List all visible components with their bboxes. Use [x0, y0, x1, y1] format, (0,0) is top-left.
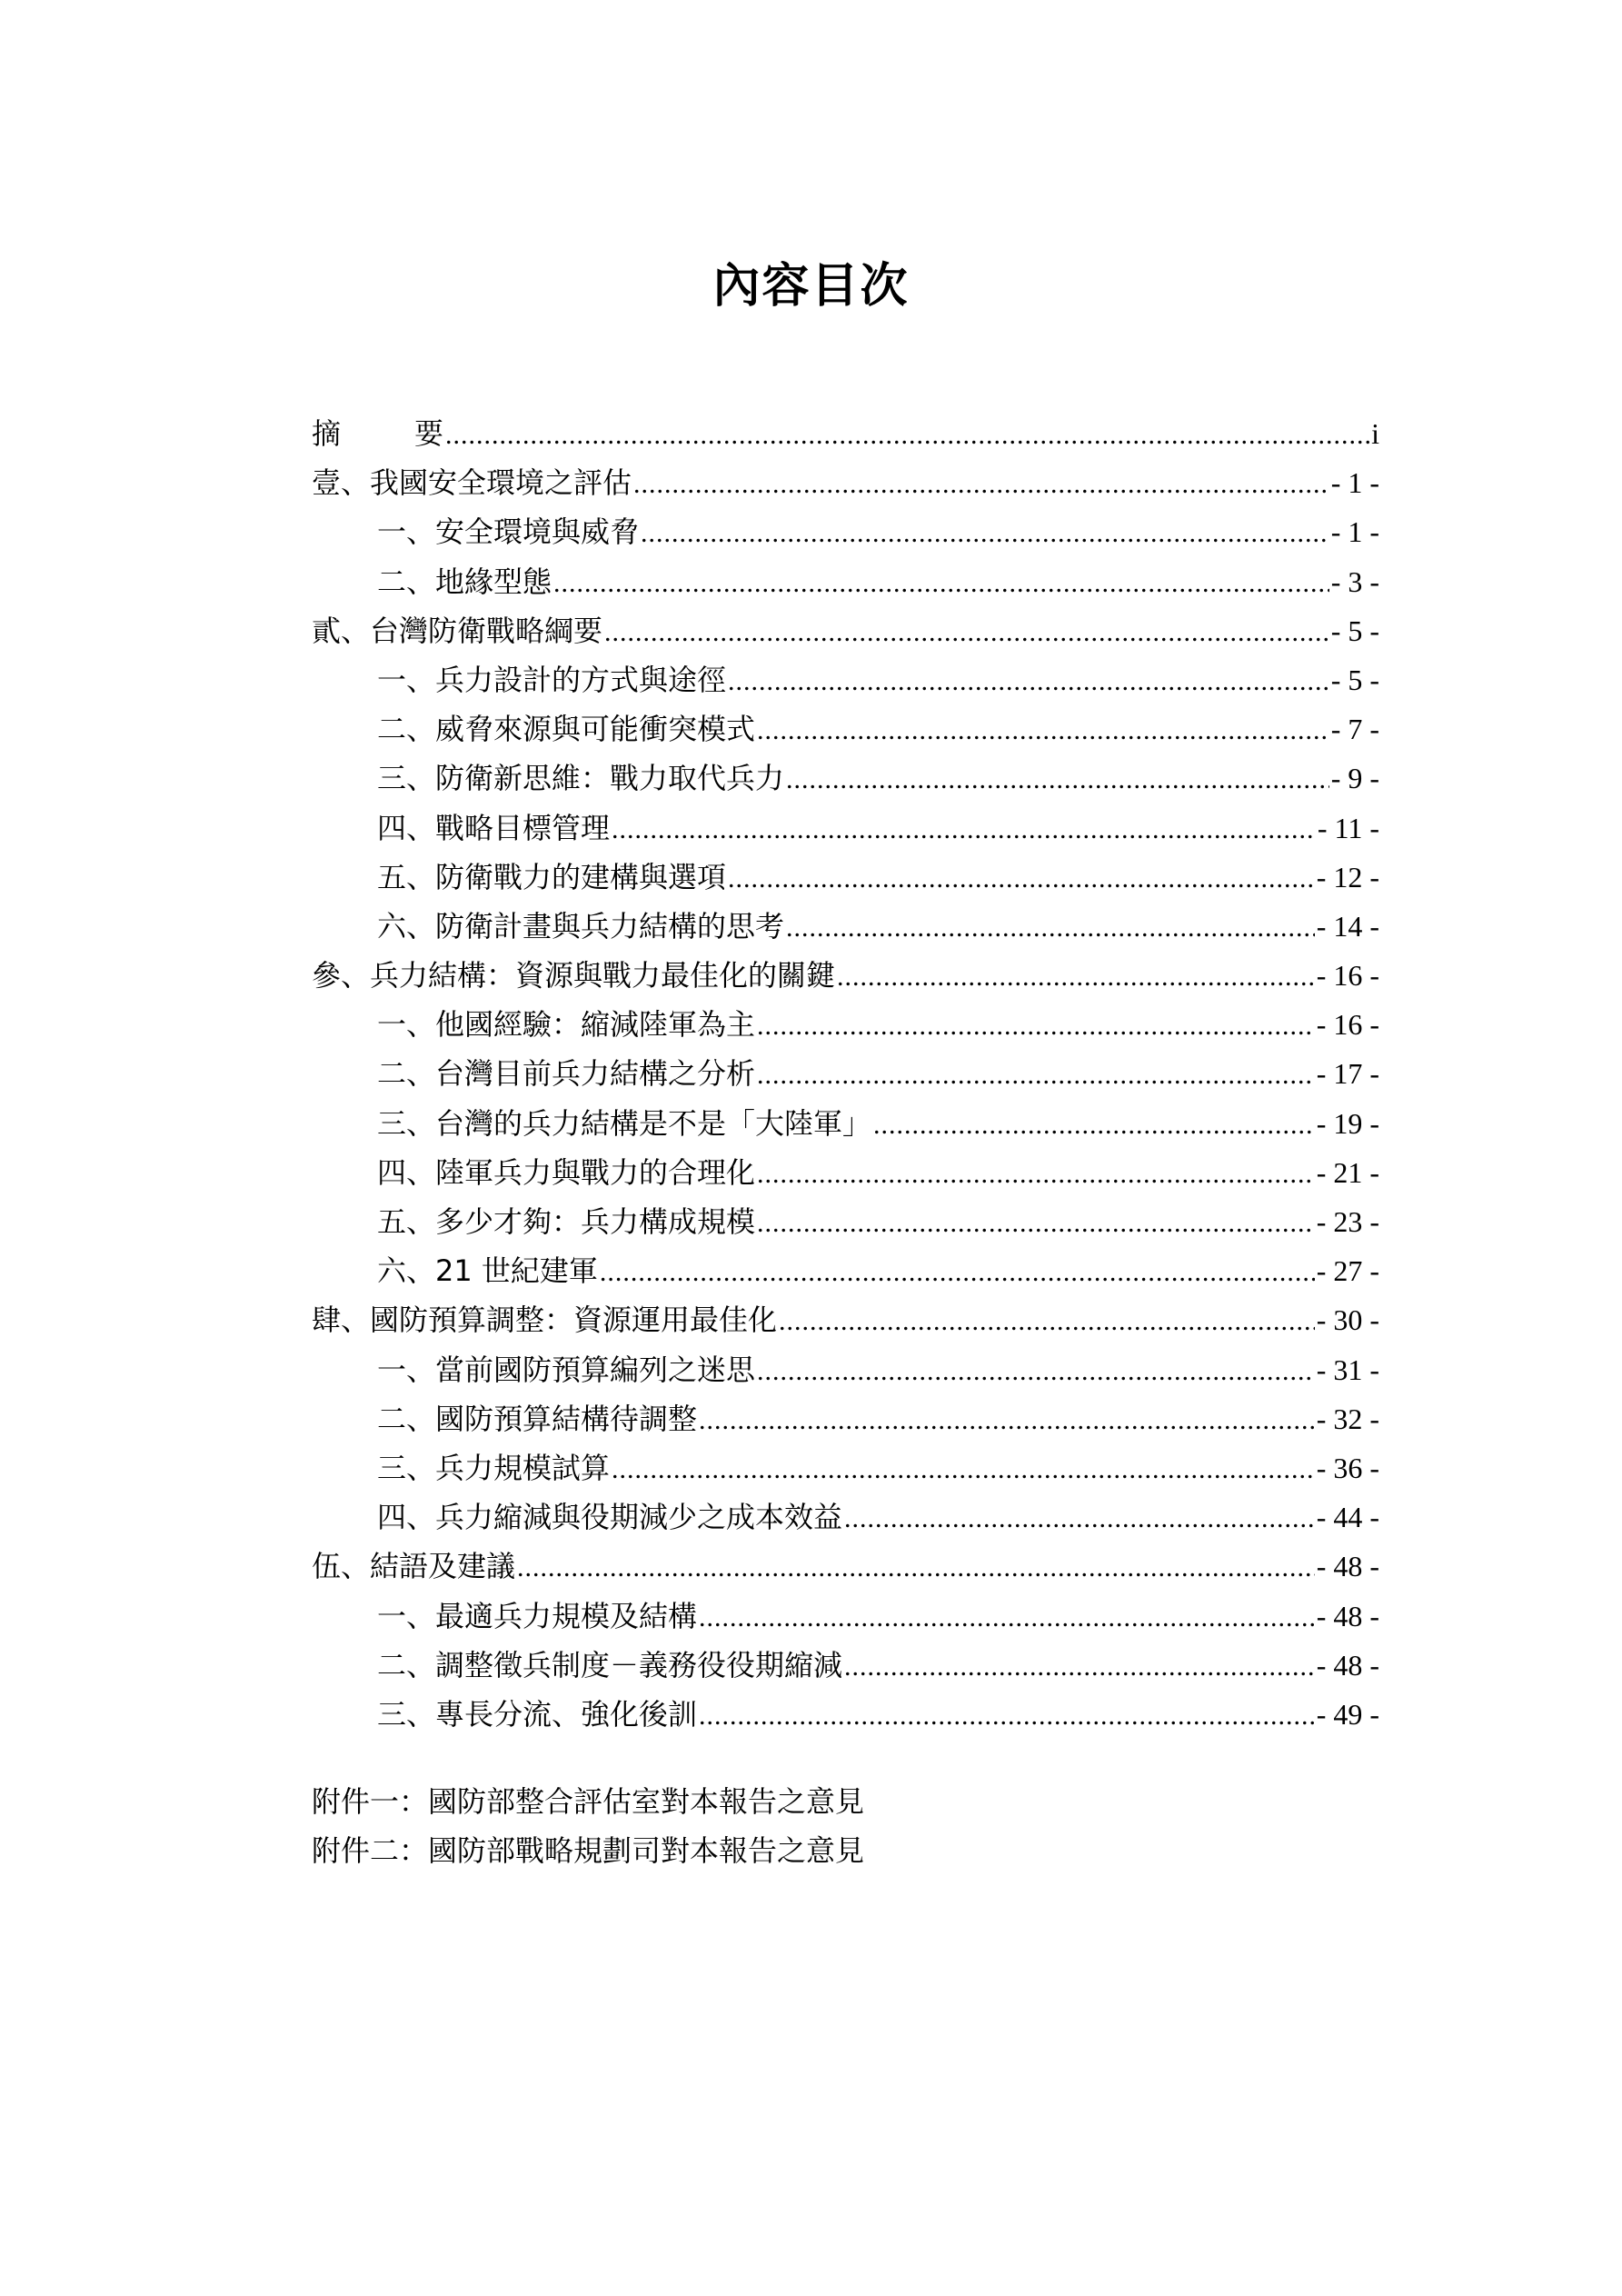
- toc-dot-leader: [757, 1150, 1315, 1199]
- toc-entry-title: 三、防衛新思維：戰力取代兵力: [377, 761, 785, 796]
- toc-page-number: - 14 -: [1316, 909, 1379, 943]
- toc-dot-leader: [699, 1593, 1315, 1642]
- toc-page-number: - 16 -: [1316, 959, 1379, 993]
- toc-dot-leader: [757, 706, 1329, 755]
- toc-dot-leader: [604, 608, 1329, 657]
- toc-entry-title: 一、安全環境與威脅: [377, 514, 640, 550]
- toc-entry-title: 二、調整徵兵制度－義務役役期縮減: [377, 1647, 843, 1682]
- toc-entry-title: 五、多少才夠：兵力構成規模: [377, 1204, 756, 1239]
- toc-dot-leader: [837, 953, 1315, 1002]
- toc-entry[interactable]: [312, 1641, 1379, 1690]
- toc-entry[interactable]: [312, 606, 1379, 655]
- toc-entry[interactable]: [312, 1592, 1379, 1641]
- toc-page-number: - 48 -: [1316, 1599, 1379, 1632]
- toc-page-number: - 19 -: [1316, 1106, 1379, 1140]
- toc-page-number: - 36 -: [1316, 1451, 1379, 1484]
- toc-dot-leader: [641, 509, 1329, 558]
- toc-entry-title: 六、防衛計畫與兵力結構的思考: [377, 908, 785, 943]
- toc-dot-leader: [612, 805, 1316, 854]
- toc-entry[interactable]: [312, 1345, 1379, 1394]
- toc-entry-title: 參、兵力結構：資源與戰力最佳化的關鍵: [312, 958, 836, 993]
- toc-entry-title: 二、威脅來源與可能衝突模式: [377, 712, 756, 747]
- toc-page-number: - 17 -: [1316, 1057, 1379, 1091]
- toc-entry-title: 一、他國經驗：縮減陸軍為主: [377, 1007, 756, 1043]
- toc-entry[interactable]: [312, 1000, 1379, 1049]
- toc-entry-title: 五、防衛戰力的建構與選項: [377, 859, 727, 894]
- toc-entry[interactable]: [312, 1295, 1379, 1344]
- toc-entry-title: 四、戰略目標管理: [377, 810, 611, 845]
- toc-entry[interactable]: [312, 1049, 1379, 1098]
- toc-page-number: - 31 -: [1316, 1353, 1379, 1386]
- toc-entry-title: 三、兵力規模試算: [377, 1450, 611, 1485]
- toc-entry[interactable]: [312, 409, 1379, 458]
- toc-page-number: - 49 -: [1316, 1697, 1379, 1731]
- appendix-item-2: 附件二：國防部戰略規劃司對本報告之意見: [312, 1833, 865, 1868]
- toc-entry[interactable]: [312, 1542, 1379, 1591]
- toc-dot-leader: [844, 1494, 1315, 1543]
- toc-page-number: i: [1371, 417, 1379, 450]
- toc-entry[interactable]: [312, 853, 1379, 902]
- toc-entry[interactable]: [312, 951, 1379, 1000]
- toc-dot-leader: [757, 1051, 1315, 1100]
- toc-page-number: - 12 -: [1316, 860, 1379, 893]
- toc-dot-leader: [757, 1002, 1315, 1051]
- toc-entry[interactable]: [312, 902, 1379, 951]
- toc-page-number: - 30 -: [1316, 1303, 1379, 1337]
- toc-dot-leader: [517, 1543, 1315, 1592]
- toc-dot-leader: [786, 903, 1315, 953]
- toc-entry-title-char: 摘: [312, 416, 342, 451]
- toc-dot-leader: [445, 411, 1369, 460]
- toc-page-number: - 1 -: [1330, 515, 1379, 549]
- toc-dot-leader: [699, 1396, 1315, 1445]
- toc-page-number: - 3 -: [1330, 564, 1379, 598]
- toc-page-number: - 27 -: [1316, 1254, 1379, 1288]
- toc-entry[interactable]: [312, 507, 1379, 556]
- toc-page-number: - 7 -: [1330, 713, 1379, 746]
- toc-dot-leader: [728, 657, 1329, 706]
- toc-page-number: - 5 -: [1330, 614, 1379, 647]
- toc-entry[interactable]: [312, 1148, 1379, 1197]
- toc-dot-leader: [728, 854, 1315, 903]
- toc-entry-title: 貳、台灣防衛戰略綱要: [312, 613, 603, 648]
- appendix-list: [312, 1777, 1379, 1875]
- toc-entry[interactable]: [312, 1492, 1379, 1542]
- toc-page-number: - 23 -: [1316, 1205, 1379, 1238]
- toc-dot-leader: [600, 1248, 1315, 1297]
- toc-dot-leader: [612, 1445, 1315, 1494]
- toc-entry-title: 二、國防預算結構待調整: [377, 1401, 698, 1436]
- toc-dot-leader: [786, 755, 1329, 804]
- toc-entry[interactable]: [312, 754, 1379, 803]
- table-of-contents: [312, 409, 1379, 1739]
- toc-entry[interactable]: [312, 1197, 1379, 1246]
- toc-entry-title: 二、台灣目前兵力結構之分析: [377, 1056, 756, 1092]
- toc-entry[interactable]: [312, 1246, 1379, 1295]
- toc-page-number: - 32 -: [1316, 1402, 1379, 1435]
- toc-page-number: - 11 -: [1317, 811, 1379, 844]
- toc-entry[interactable]: [312, 458, 1379, 507]
- toc-entry[interactable]: [312, 1394, 1379, 1443]
- toc-entry[interactable]: [312, 1443, 1379, 1492]
- toc-entry-title: 一、當前國防預算編列之迷思: [377, 1352, 756, 1387]
- toc-entry-title: 四、兵力縮減與役期減少之成本效益: [377, 1500, 843, 1535]
- toc-entry-title: 六、21 世紀建軍: [377, 1253, 598, 1289]
- toc-entry-title: 四、陸軍兵力與戰力的合理化: [377, 1154, 756, 1190]
- toc-entry-title: 伍、結語及建議: [312, 1549, 516, 1584]
- appendix-item-1: 附件一：國防部整合評估室對本報告之意見: [312, 1784, 865, 1819]
- page-title: 內容目次: [712, 259, 910, 314]
- toc-entry-title: [312, 409, 443, 458]
- toc-entry-title: 一、最適兵力規模及結構: [377, 1598, 698, 1633]
- toc-entry[interactable]: [312, 804, 1379, 853]
- toc-entry[interactable]: [312, 655, 1379, 704]
- toc-entry-title: 二、地緣型態: [377, 564, 552, 599]
- toc-page-number: - 21 -: [1316, 1155, 1379, 1189]
- toc-page-number: - 9 -: [1330, 762, 1379, 795]
- toc-dot-leader: [633, 460, 1329, 509]
- toc-entry[interactable]: [312, 1099, 1379, 1148]
- toc-page-number: - 48 -: [1316, 1550, 1379, 1583]
- toc-dot-leader: [844, 1642, 1315, 1692]
- toc-dot-leader: [757, 1347, 1315, 1396]
- toc-entry-title: 壹、我國安全環境之評估: [312, 465, 632, 501]
- toc-dot-leader: [779, 1297, 1315, 1346]
- toc-entry[interactable]: [312, 1690, 1379, 1739]
- toc-page-number: - 16 -: [1316, 1008, 1379, 1042]
- toc-page-number: - 1 -: [1330, 466, 1379, 500]
- toc-entry-title: 三、專長分流、強化後訓: [377, 1696, 698, 1732]
- toc-entry-title: 肆、國防預算調整：資源運用最佳化: [312, 1303, 778, 1338]
- toc-entry-title: 一、兵力設計的方式與途徑: [377, 662, 727, 697]
- toc-page-number: - 44 -: [1316, 1501, 1379, 1534]
- toc-entry[interactable]: [312, 557, 1379, 606]
- toc-entry-title-char: 要: [413, 416, 443, 451]
- toc-dot-leader: [757, 1199, 1315, 1248]
- toc-page-number: - 48 -: [1316, 1648, 1379, 1682]
- toc-entry[interactable]: [312, 704, 1379, 754]
- toc-dot-leader: [553, 559, 1329, 608]
- toc-dot-leader: [699, 1692, 1315, 1741]
- toc-dot-leader: [873, 1101, 1315, 1150]
- toc-page-number: - 5 -: [1330, 663, 1379, 696]
- toc-entry-title: 三、台灣的兵力結構是不是「大陸軍」: [377, 1105, 872, 1141]
